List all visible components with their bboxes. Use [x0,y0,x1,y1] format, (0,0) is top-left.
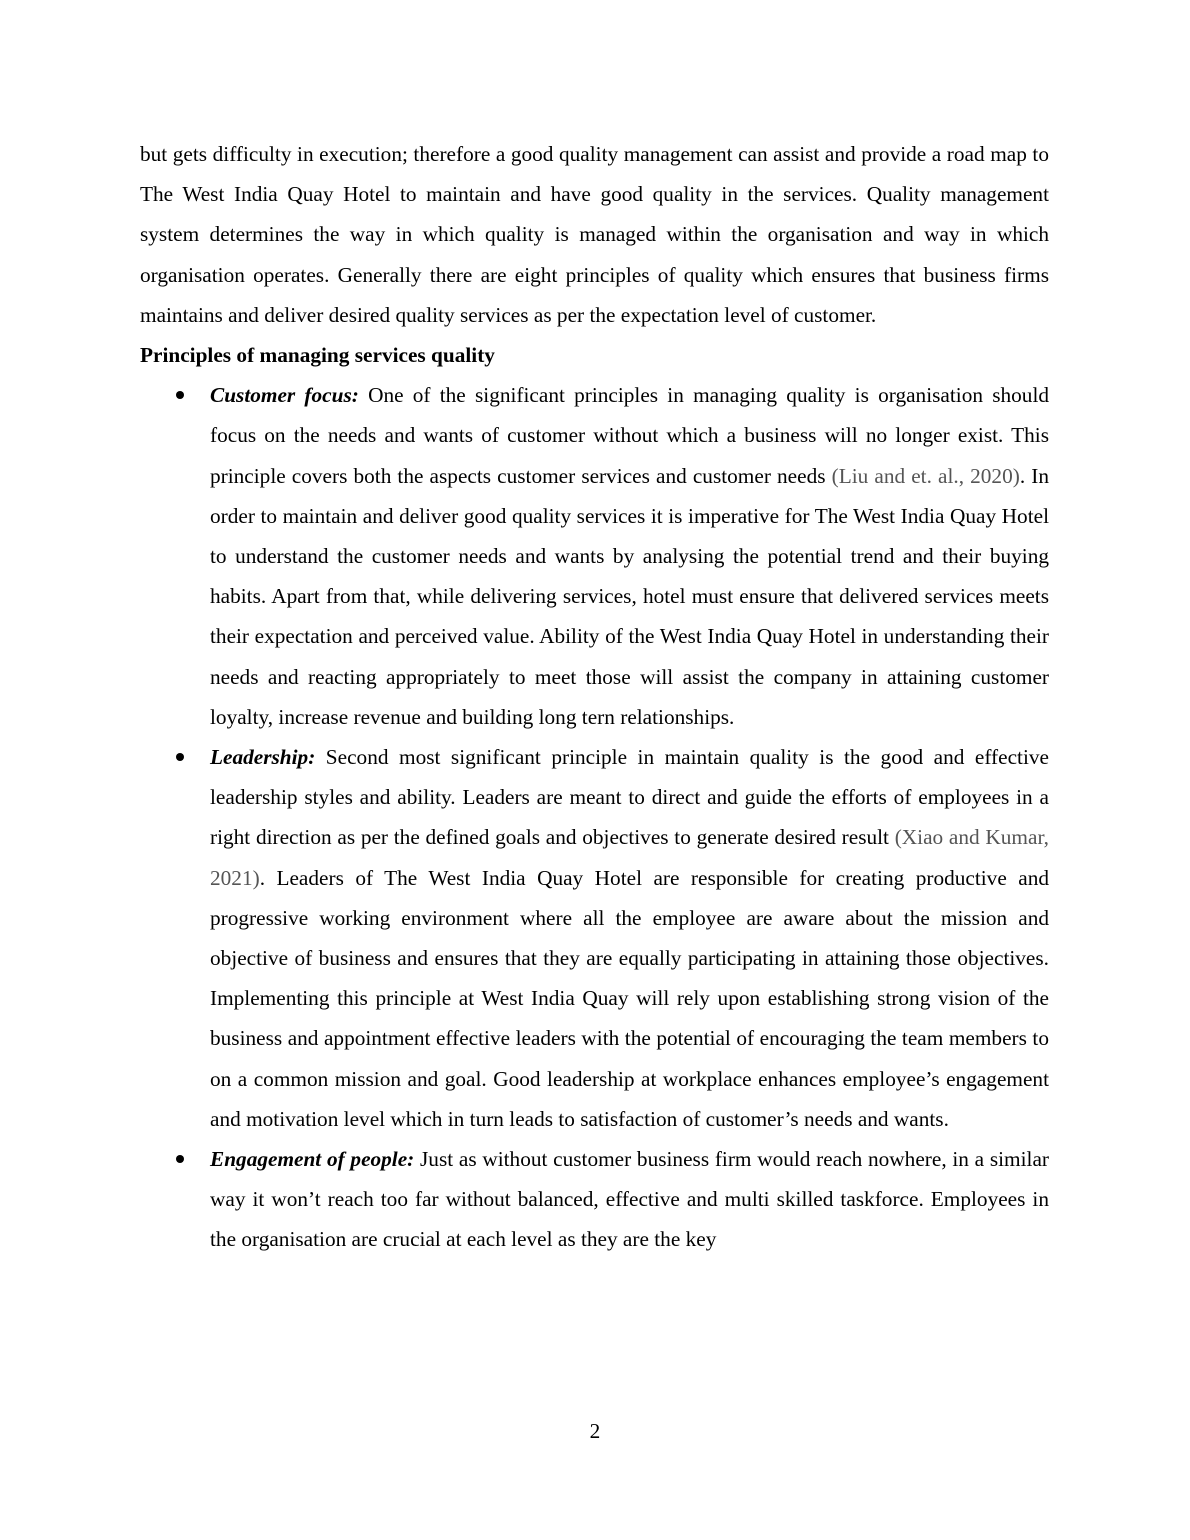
principle-text-continued: . In order to maintain and deliver good quality services it is imperative for The West India Quay Hotel to understand the customer needs and wants by analysing the potential trend and their buying habits. Apart from that, while delivering services, hotel must ensure that delivered services meets their expectation and perceived value. Ability of the West India Quay Hotel in understanding their needs and reacting appropriately to meet those will assist the company in attaining customer loyalty, increase revenue and building long tern relationships. [210,463,1049,729]
section-heading: Principles of managing services quality [140,343,495,368]
list-item-customer-focus [140,375,1049,737]
citation: (Xiao and Kumar, 2021) [210,825,1050,890]
citation: (Liu and et. al., 2020) [831,463,1020,488]
principle-term: Engagement of people: [210,1147,415,1172]
bullet-icon [176,753,184,761]
bullet-icon [176,1155,184,1163]
principle-text-continued: . Leaders of The West India Quay Hotel are responsible for creating productive and progressive working environment where all the employee are aware about the mission and objective of business and ensures that they are equally participating in attaining those objectives. Implementing this principle at West India Quay will rely upon establishing strong vision of the business and appointment effective leaders with the potential of encouraging the team members to on a common mission and goal. Good leadership at workplace enhances employee’s engagement and motivation level which in turn leads to satisfaction of customer’s needs and wants. [210,865,1049,1131]
principle-text: One of the significant principles in managing quality is organisation should focus on the needs and wants of customer without which a business will no longer exist. This principle covers both the aspects customer services and customer needs [210,383,1050,488]
page-number: 2 [589,1419,601,1443]
principle-term: Leadership: [210,745,316,770]
list-item-engagement-of-people [140,1139,1049,1260]
principles-list [140,375,1049,1259]
principle-term: Customer focus: [210,383,359,408]
intro-paragraph: but gets difficulty in execution; therefore a good quality management can assist and provide a road map to The West India Quay Hotel to maintain and have good quality in the services. Quality management system determines the way in which quality is managed within the organisation and way in which organisation operates. Generally there are eight principles of quality which ensures that business firms maintains and deliver desired quality services as per the expectation level of customer. [140,142,1049,327]
principle-text: Just as without customer business firm would reach nowhere, in a similar way it won’t reach too far without balanced, effective and multi skilled taskforce. Employees in the organisation are crucial at each level as they are the key [210,1147,1049,1252]
list-item-leadership [140,737,1049,1139]
principle-text: Second most significant principle in maintain quality is the good and effective leadership styles and ability. Leaders are meant to direct and guide the efforts of employees in a right direction as per the defined goals and objectives to generate desired result [210,745,1049,850]
page-content [140,134,1049,1260]
bullet-icon [176,391,184,399]
